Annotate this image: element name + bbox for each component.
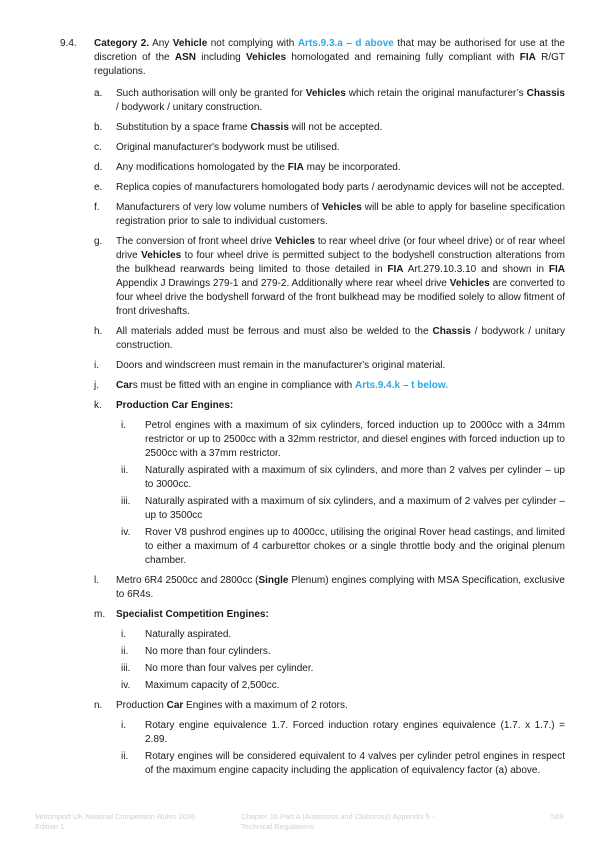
sub-list-item	[121, 719, 565, 747]
defined-term: Chassis	[526, 88, 565, 99]
sub-list	[121, 719, 565, 778]
list-item	[94, 574, 565, 602]
sub-item-text: Petrol engines with a maximum of six cylinders, forced induction up to 2000cc with a 34mm restrictor or up to 2500cc with a 32mm restrictor, and diesel engines with forced induction up to 2500cc with a 37mm restrictor.	[145, 420, 565, 459]
text-run: / bodywork / unitary construction.	[116, 326, 566, 351]
text-run: Original manufacturer's bodywork must be utilised.	[116, 142, 340, 153]
sub-item-text: Naturally aspirated.	[145, 629, 232, 640]
sub-item-text: Maximum capacity of 2,500cc.	[145, 680, 280, 691]
sub-list-item	[121, 419, 565, 461]
sub-item-label: iii.	[121, 496, 131, 507]
sub-item-label: ii.	[121, 751, 129, 762]
defined-term: Vehicles	[141, 250, 182, 261]
text-run: Replica copies of manufacturers homologated body parts / aerodynamic devices will not be accepted.	[116, 182, 565, 193]
item-label: b.	[94, 122, 103, 133]
sub-item-label: iv.	[121, 527, 131, 538]
defined-term: ASN	[174, 52, 196, 63]
text-run: All materials added must be ferrous and must also be welded to the	[116, 326, 433, 337]
text-run: to rear wheel drive (or four wheel drive) or of rear wheel drive	[116, 236, 565, 261]
item-text	[116, 141, 565, 155]
item-text	[116, 181, 565, 195]
sub-item-list	[94, 87, 565, 784]
text-run: Manufacturers of very low volume numbers of	[116, 202, 322, 213]
text-run: Engines with a maximum of 2 rotors.	[183, 700, 348, 711]
list-item	[94, 121, 565, 135]
defined-term: FIA	[287, 162, 304, 173]
text-run: are converted to four wheel drive the bodyshell forward of the front bulkhead may be modified solely to allow fitment of front driveshafts.	[116, 278, 565, 317]
list-item	[94, 87, 565, 115]
sub-list-item	[121, 464, 565, 492]
sub-list-item	[121, 679, 565, 693]
defined-term: FIA	[548, 264, 566, 275]
text-run: Appendix J Drawings 279-1 and 279-2. Additionally where rear wheel drive	[116, 278, 450, 289]
text-run: will be able to apply for baseline specification registration prior to sale to individual customers.	[116, 202, 565, 227]
footer-center	[241, 812, 434, 832]
text-run: Plenum) engines complying with MSA Specification, exclusive to 6R4s.	[116, 575, 565, 600]
sub-list-item	[121, 526, 565, 568]
sub-list-item	[121, 495, 565, 523]
defined-term: FIA	[387, 264, 404, 275]
footer-chapter-sub: Technical Regulations	[241, 822, 314, 831]
list-item	[94, 161, 565, 175]
item-text	[116, 121, 565, 135]
defined-term: Vehicles	[305, 88, 346, 99]
item-text	[116, 359, 565, 373]
item-label: h.	[94, 326, 103, 337]
item-label: c.	[94, 142, 102, 153]
text-run: Such authorisation will only be granted for	[116, 88, 306, 99]
text-run: which retain the original manufacturer’s	[345, 88, 527, 99]
text-run: that may be authorised for use at the discretion of the	[94, 38, 565, 63]
item-label: g.	[94, 236, 103, 247]
item-label: i.	[94, 360, 99, 371]
text-run: may be incorporated.	[303, 162, 401, 173]
sub-list-item	[121, 628, 565, 642]
text-run: homologated and remaining fully compliant with	[286, 52, 520, 63]
item-text	[116, 87, 565, 115]
item-label: m.	[94, 609, 106, 620]
defined-term: FIA	[519, 52, 536, 63]
sub-item-label: ii.	[121, 646, 129, 657]
sub-list	[121, 628, 565, 693]
list-item	[94, 379, 565, 393]
defined-term: Car	[166, 700, 184, 711]
defined-term: Chassis	[250, 122, 289, 133]
list-item	[94, 699, 565, 778]
list-item	[94, 608, 565, 693]
item-label: d.	[94, 162, 103, 173]
text-run: Metro 6R4 2500cc and 2800cc (	[116, 575, 259, 586]
list-item	[94, 325, 565, 353]
sub-item-text: Naturally aspirated with a maximum of six cylinders, and a maximum of 2 valves per cylinder – up to 3500cc	[145, 496, 565, 521]
text-run: to four wheel drive is permitted subject to the bodyshell construction alterations from the bulkhead rearwards being limited to those detailed in	[116, 250, 566, 275]
defined-term: Vehicle	[172, 38, 208, 49]
text-run: Any	[149, 38, 173, 49]
sub-item-text: Naturally aspirated with a maximum of six cylinders, and more than 2 valves per cylinder – up to 3000cc.	[145, 465, 565, 490]
sub-item-text: No more than four valves per cylinder.	[145, 663, 314, 674]
page-number: 569	[551, 812, 564, 821]
item-text	[116, 201, 565, 229]
item-text	[116, 325, 565, 353]
text-run: Art.279.10.3.10 and shown in	[403, 264, 549, 275]
list-item	[94, 141, 565, 155]
sub-item-label: i.	[121, 629, 126, 640]
sub-item-label: ii.	[121, 465, 129, 476]
text-run: The conversion of front wheel drive	[116, 236, 275, 247]
sub-item-text: Rover V8 pushrod engines up to 4000cc, utilising the original Rover head castings, and limited to either a maximum of 4 carburettor chokes or a single throttle body and the original plenum chamber.	[145, 527, 565, 566]
sub-list-item	[121, 750, 565, 778]
item-text	[116, 399, 565, 413]
text-run: s must be fitted with an engine in compliance with	[132, 380, 356, 391]
defined-term: Vehicles	[449, 278, 490, 289]
sub-list	[121, 419, 565, 568]
defined-term: Chassis	[432, 326, 471, 337]
list-item	[94, 399, 565, 568]
list-item	[94, 359, 565, 373]
item-label: k.	[94, 400, 102, 411]
item-text	[116, 161, 565, 175]
defined-term: Single	[258, 575, 289, 586]
defined-term: Vehicles	[274, 236, 315, 247]
defined-term: Specialist Competition Engines:	[116, 609, 269, 620]
item-label: n.	[94, 700, 103, 711]
text-run: including	[195, 52, 247, 63]
sub-list-item	[121, 645, 565, 659]
sub-item-label: iv.	[121, 680, 131, 691]
item-label: e.	[94, 182, 103, 193]
sub-list-item	[121, 662, 565, 676]
defined-term: Category 2.	[94, 38, 150, 49]
cross-reference-link[interactable]: Arts.9.4.k – t below.	[355, 380, 449, 391]
sub-item-label: i.	[121, 720, 126, 731]
text-run: Production	[116, 700, 167, 711]
cross-reference-link[interactable]: Arts.9.3.a – d above	[297, 38, 394, 49]
sub-item-label: iii.	[121, 663, 131, 674]
defined-term: Car	[116, 380, 133, 391]
text-run: R/GT regulations.	[94, 52, 566, 77]
section-9-4	[60, 37, 565, 79]
text-run: not complying with	[207, 38, 298, 49]
list-item	[94, 201, 565, 229]
item-text	[116, 574, 565, 602]
list-item	[94, 235, 565, 319]
sub-item-label: i.	[121, 420, 126, 431]
item-label: f.	[94, 202, 100, 213]
footer-left	[35, 812, 195, 832]
item-label: l.	[94, 575, 99, 586]
sub-item-text: Rotary engines will be considered equivalent to 4 valves per cylinder petrol engines in respect of the maximum engine capacity including the application of equivalency factor (a) above.	[145, 751, 565, 776]
item-text	[116, 235, 565, 319]
item-text	[116, 699, 565, 713]
sub-item-text: No more than four cylinders.	[145, 646, 271, 657]
item-label: a.	[94, 88, 103, 99]
footer-chapter: Chapter 16 Part A (Autocross and Clubcross) Appendix 5 -	[241, 812, 435, 821]
text-run: / bodywork / unitary construction.	[116, 102, 263, 113]
item-text	[116, 379, 565, 393]
list-item	[94, 181, 565, 195]
text-run: Any modifications homologated by the	[116, 162, 288, 173]
text-run: Substitution by a space frame	[116, 122, 251, 133]
defined-term: Vehicles	[246, 52, 287, 63]
item-label: j.	[94, 380, 99, 391]
sub-item-text: Rotary engine equivalence 1.7. Forced induction rotary engines equivalence (1.7. x 1.7.) = 2.89.	[145, 720, 565, 745]
defined-term: Vehicles	[321, 202, 362, 213]
footer-edition: Edition 1	[35, 822, 65, 831]
section-text	[94, 37, 565, 79]
text-run: Doors and windscreen must remain in the manufacturer's original material.	[116, 360, 446, 371]
footer-title: Motorsport UK National Competition Rules 2026	[35, 812, 196, 821]
item-text	[116, 608, 565, 622]
defined-term: Production Car Engines:	[116, 400, 234, 411]
section-number: 9.4.	[60, 38, 77, 49]
text-run: will not be accepted.	[288, 122, 383, 133]
